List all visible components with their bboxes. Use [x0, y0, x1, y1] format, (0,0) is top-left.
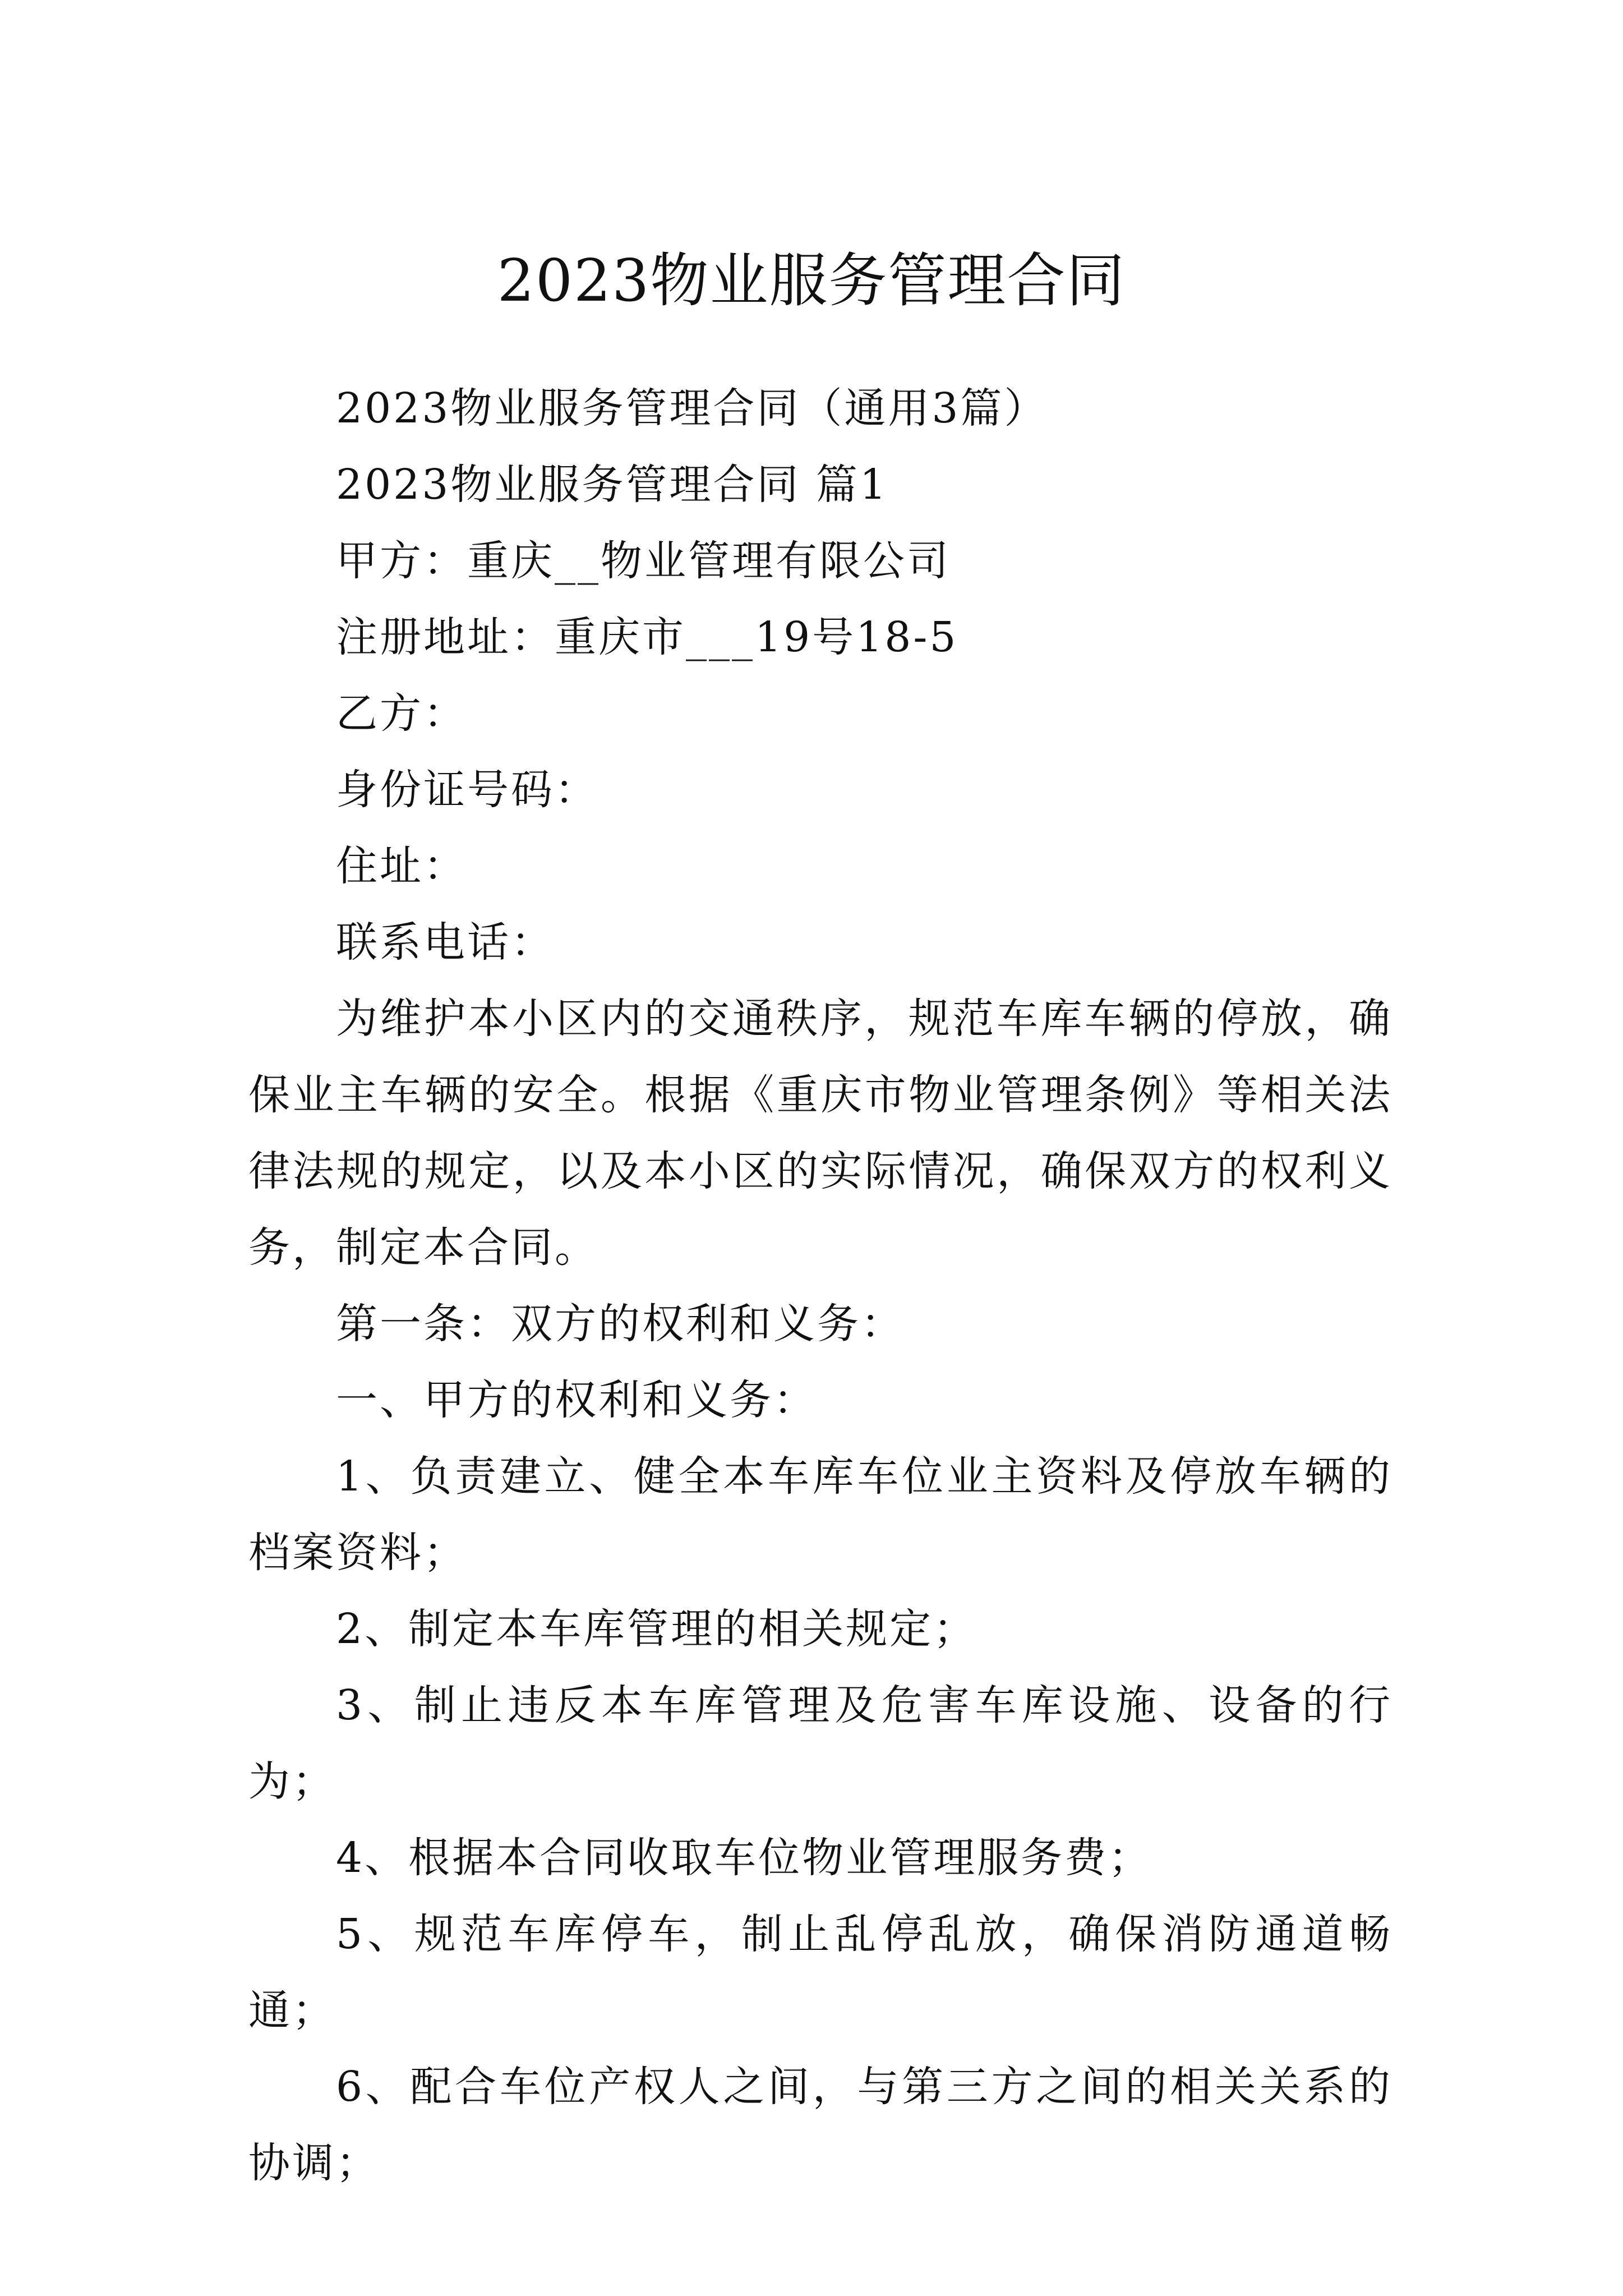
party-b-line: 乙方： — [336, 689, 467, 738]
phone-line: 联系电话： — [336, 918, 555, 967]
document-body — [248, 370, 1393, 2201]
registered-address-line: 注册地址：重庆市___19号18-5 — [336, 613, 958, 661]
address-line: 住址： — [336, 842, 467, 890]
party-a-rights-heading: 一、甲方的权利和义务： — [336, 1376, 817, 1424]
section-heading: 2023物业服务管理合同 篇1 — [336, 461, 888, 509]
purpose-paragraph: 为维护本小区内的交通秩序，规范车库车辆的停放，确保业主车辆的安全。根据《重庆市物业管理条例》等相关法律法规的规定，以及本小区的实际情况，确保双方的权利义务，制定本合同。 — [248, 995, 1393, 1272]
document-title: 2023物业服务管理合同 — [497, 246, 1126, 315]
party-a-line: 甲方：重庆__物业管理有限公司 — [336, 537, 951, 585]
clause-5: 5、规范车库停车，制止乱停乱放，确保消防通道畅通； — [248, 1910, 1393, 2035]
id-number-line: 身份证号码： — [336, 766, 598, 814]
clause-6: 6、配合车位产权人之间，与第三方之间的相关关系的协调； — [248, 2063, 1393, 2187]
clause-1: 1、负责建立、健全本车库车位业主资料及停放车辆的档案资料； — [248, 1452, 1393, 1577]
subtitle-paragraph: 2023物业服务管理合同（通用3篇） — [336, 384, 1048, 432]
article-one-heading: 第一条：双方的权利和义务： — [336, 1300, 905, 1348]
clause-4: 4、根据本合同收取车位物业管理服务费； — [336, 1834, 1152, 1882]
clause-2: 2、制定本车库管理的相关规定； — [336, 1605, 978, 1653]
clause-3: 3、制止违反本车库管理及危害车库设施、设备的行为； — [248, 1681, 1393, 1806]
